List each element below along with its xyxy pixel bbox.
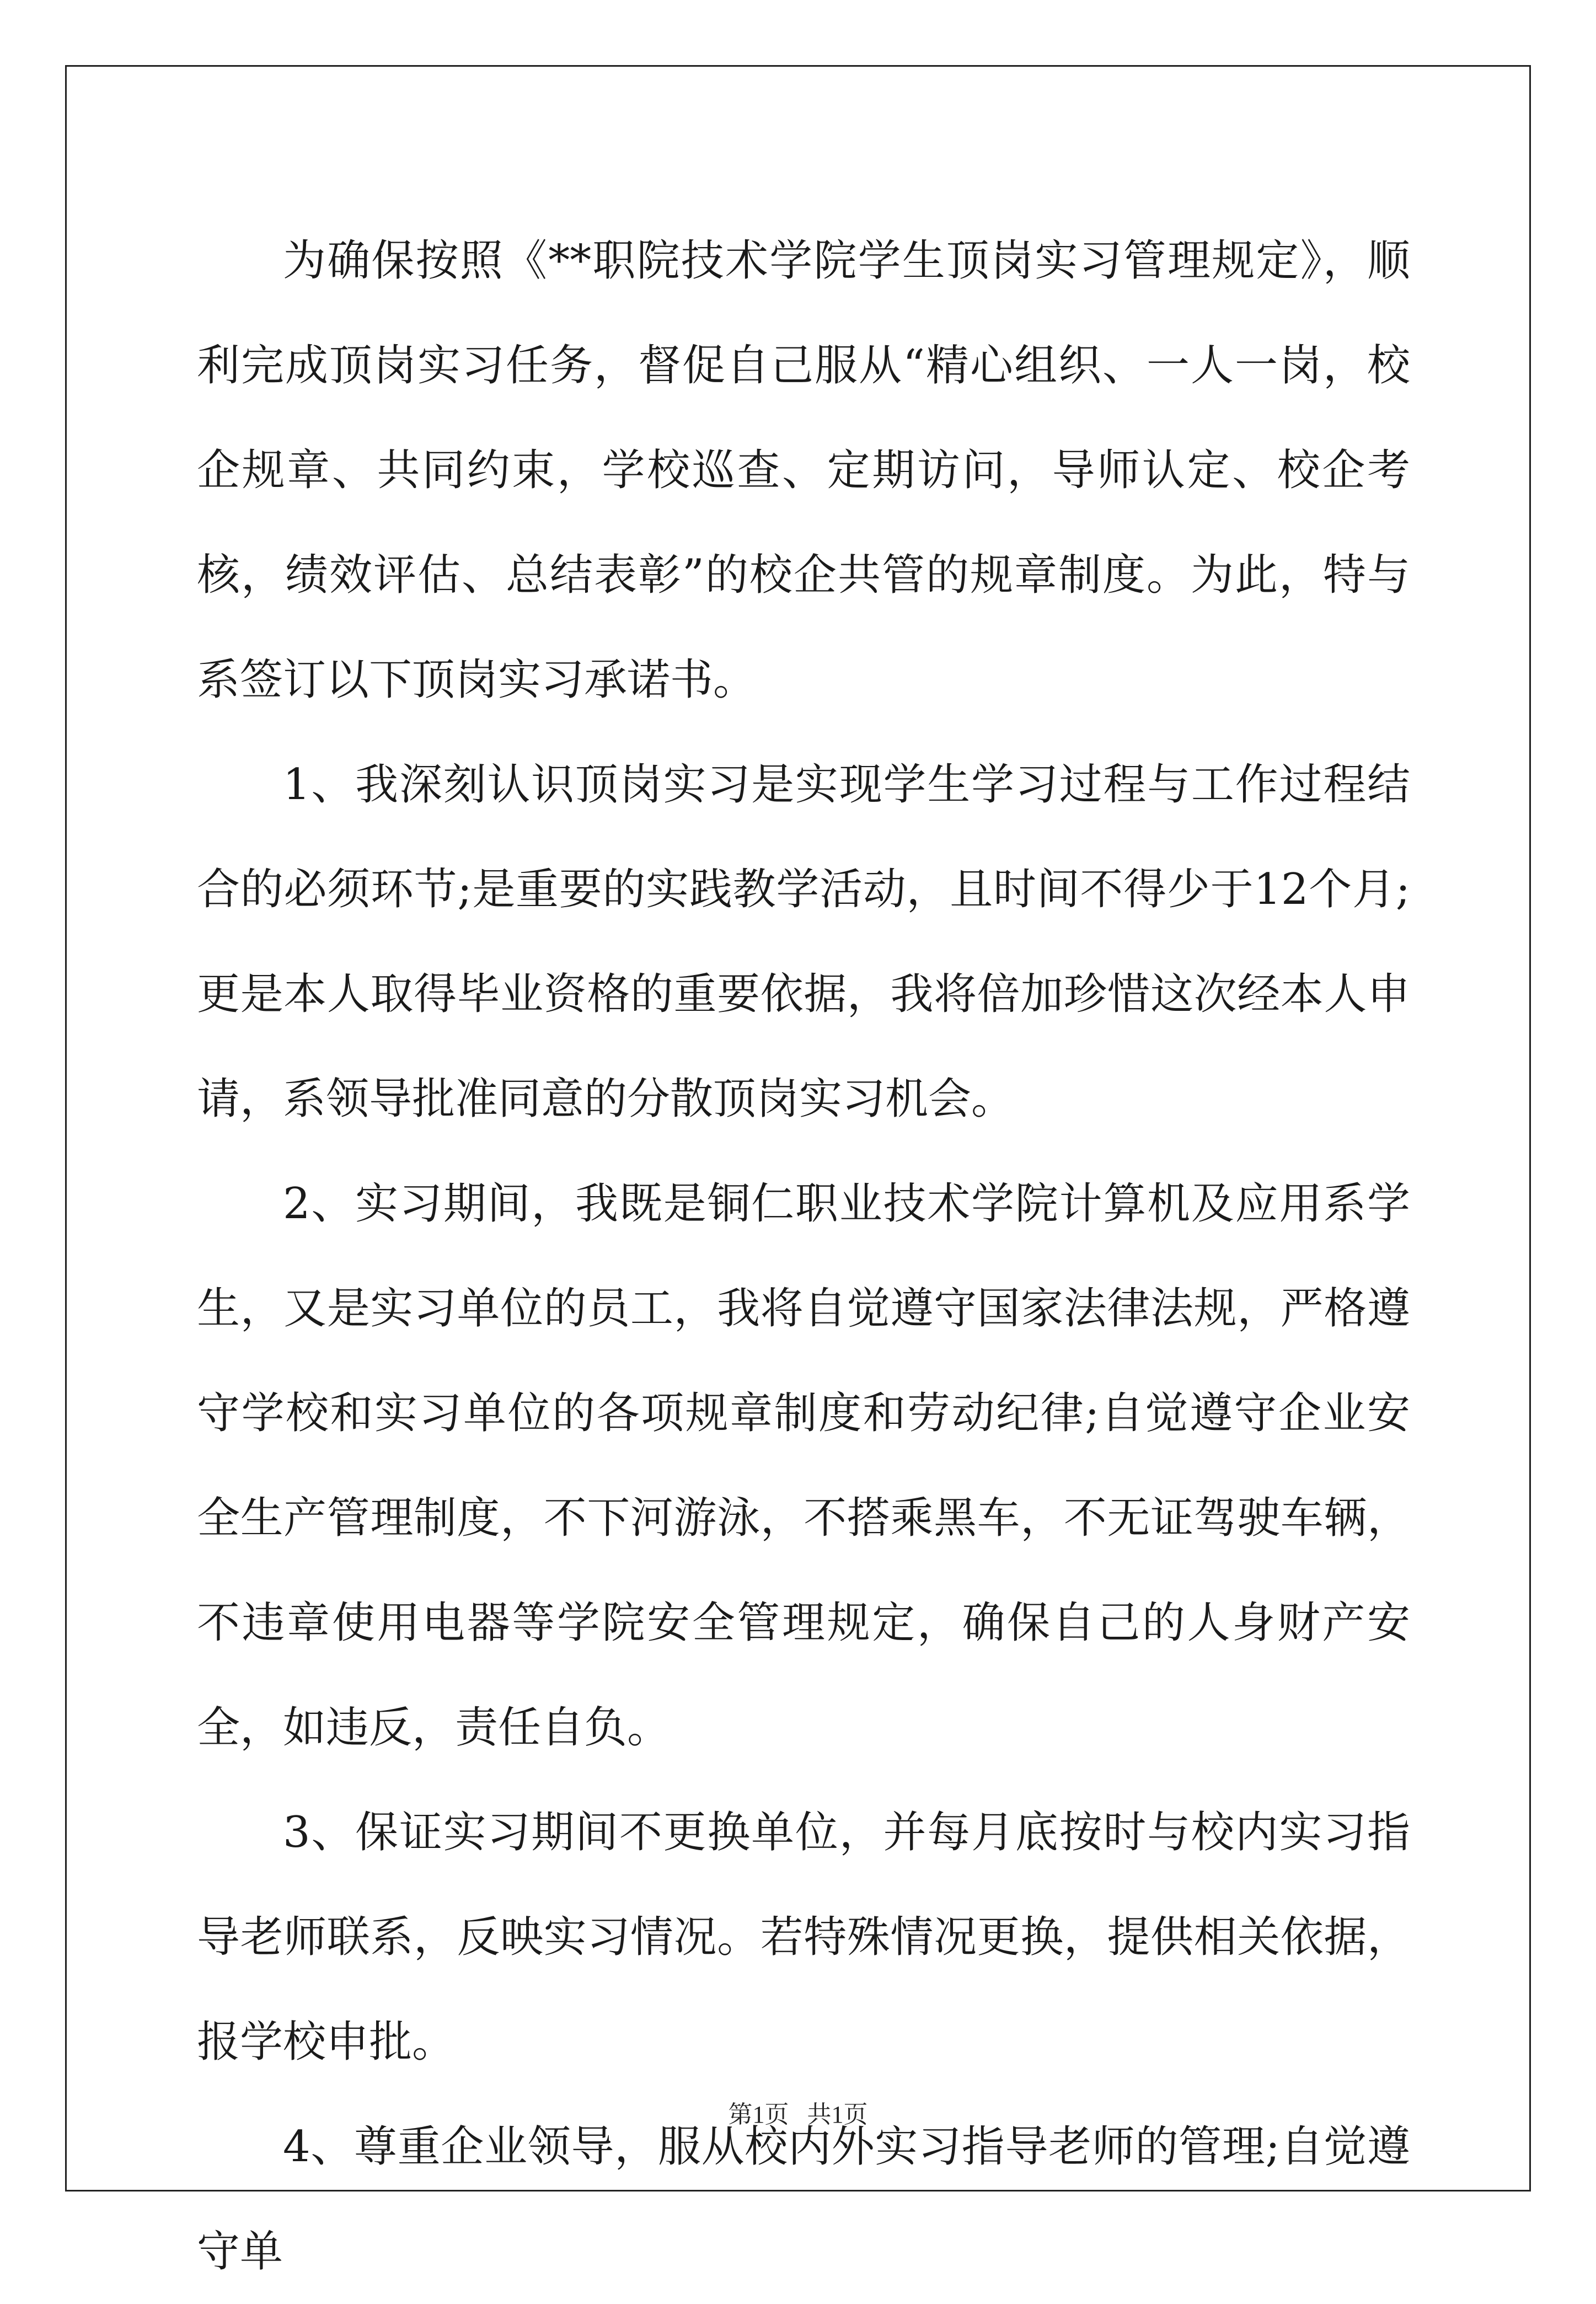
document-body [197,208,1410,2304]
paragraph-item-1: 1、我深刻认识顶岗实习是实现学生学习过程与工作过程结合的必须环节;是重要的实践教学活动，且时间不得少于12个月;更是本人取得毕业资格的重要依据，我将倍加珍惜这次经本人申请，系领导批准同意的分散顶岗实习机会。 [197,760,1410,1124]
paragraph-item-3: 3、保证实习期间不更换单位，并每月底按时与校内实习指导老师联系，反映实习情况。若特殊情况更换，提供相关依据，报学校申批。 [197,1808,1410,2067]
paragraph-item-2: 2、实习期间，我既是铜仁职业技术学院计算机及应用系学生，又是实习单位的员工，我将自觉遵守国家法律法规，严格遵守学校和实习单位的各项规章制度和劳动纪律;自觉遵守企业安全生产管理制度，不下河游泳，不搭乘黑车，不无证驾驶车辆，不违章使用电器等学院安全管理规定，确保自己的人身财产安全，如违反，责任自负。 [197,1179,1411,1753]
page-number-footer: 第1页 共1页 [728,2101,868,2128]
paragraph-intro: 为确保按照《**职院技术学院学生顶岗实习管理规定》，顺利完成顶岗实习任务，督促自己服从“精心组织、一人一岗，校企规章、共同约束，学校巡查、定期访问，导师认定、校企考核，绩效评估、总结表彰”的校企共管的规章制度。为此，特与系签订以下顶岗实习承诺书。 [197,236,1410,705]
paragraph-item-4: 4、尊重企业领导，服从校内外实习指导老师的管理;自觉遵守单 [197,2122,1410,2276]
